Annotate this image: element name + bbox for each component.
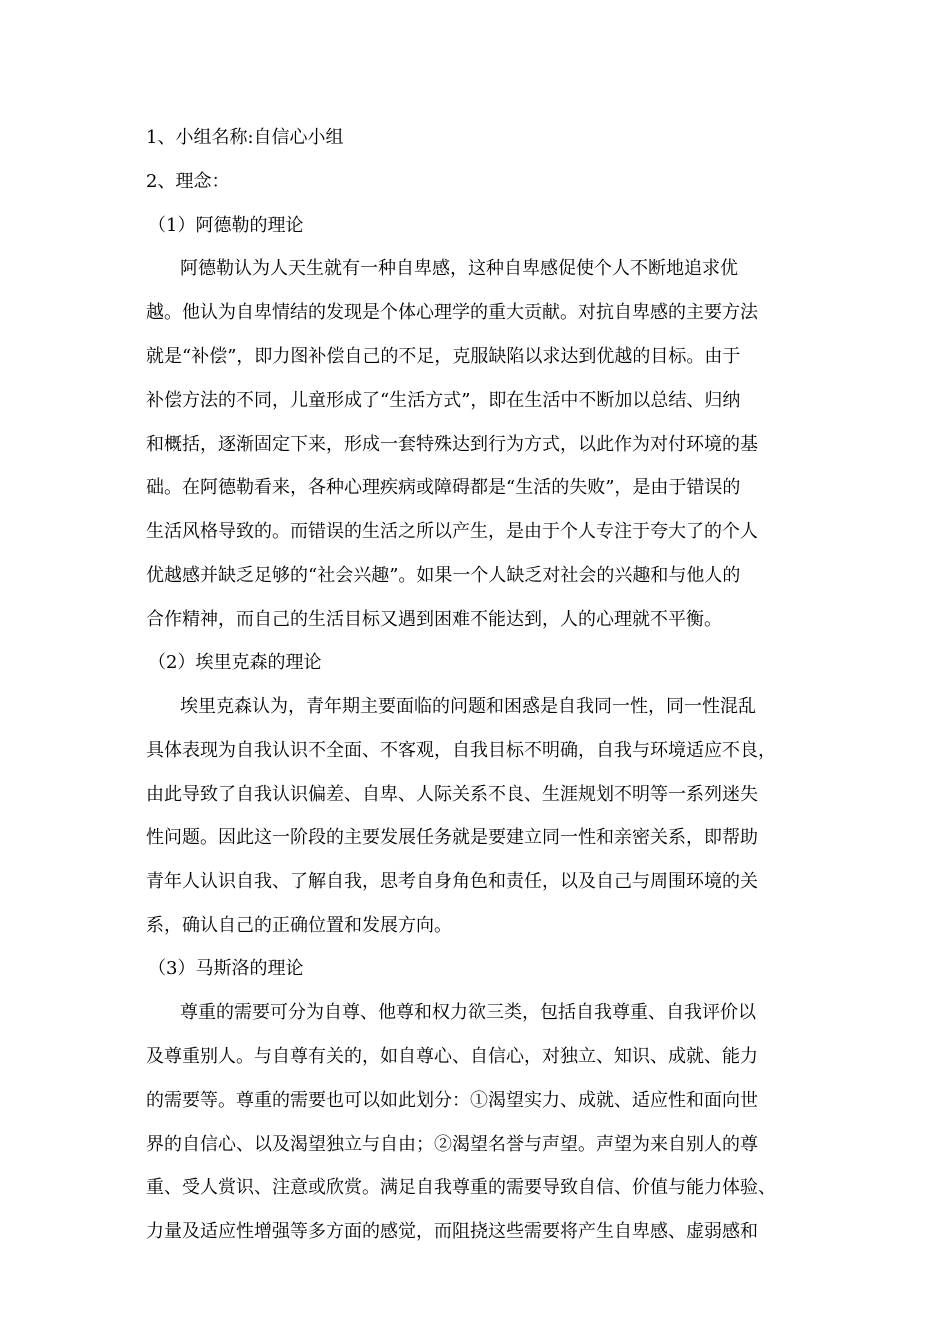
paragraph-line: 尊重的需要可分为自尊、他尊和权力欲三类，包括自我尊重、自我评价以 bbox=[180, 1002, 756, 1023]
paragraph-line: 力量及适应性增强等多方面的感觉，而阻挠这些需要将产生自卑感、虚弱感和 bbox=[146, 1221, 758, 1242]
paragraph-line: 重、受人赏识、注意或欣赏。满足自我尊重的需要导致自信、价值与能力体验、 bbox=[146, 1177, 776, 1198]
concept-heading: 2、理念： bbox=[146, 171, 230, 192]
paragraph-line: 合作精神，而自己的生活目标又遇到困难不能达到，人的心理就不平衡。 bbox=[146, 609, 722, 630]
paragraph-line: 阿德勒认为人天生就有一种自卑感，这种自卑感促使个人不断地追求优 bbox=[180, 258, 738, 279]
paragraph-line: 青年人认识自我、了解自我，思考自身角色和责任，以及自己与周围环境的关 bbox=[146, 871, 758, 892]
paragraph-line: 界的自信心、以及渴望独立与自由；②渴望名誉与声望。声望为来自别人的尊 bbox=[146, 1134, 758, 1155]
paragraph-line: 优越感并缺乏足够的“社会兴趣”。如果一个人缺乏对社会的兴趣和与他人的 bbox=[146, 565, 741, 586]
paragraph-line: 和概括，逐渐固定下来，形成一套特殊达到行为方式，以此作为对付环境的基 bbox=[146, 434, 758, 455]
paragraph-line: 性问题。因此这一阶段的主要发展任务就是要建立同一性和亲密关系，即帮助 bbox=[146, 827, 758, 848]
erikson-heading: （2）埃里克森的理论 bbox=[148, 652, 322, 673]
paragraph-line: 及尊重别人。与自尊有关的，如自尊心、自信心，对独立、知识、成就、能力 bbox=[146, 1046, 758, 1067]
paragraph-line: 补偿方法的不同，儿童形成了“生活方式”，即在生活中不断加以总结、归纳 bbox=[146, 390, 741, 411]
maslow-heading: （3）马斯洛的理论 bbox=[148, 958, 304, 979]
paragraph-line: 系，确认自己的正确位置和发展方向。 bbox=[146, 915, 452, 936]
group-name-line: 1、小组名称:自信心小组 bbox=[146, 127, 344, 148]
adler-heading: （1）阿德勒的理论 bbox=[148, 215, 304, 236]
paragraph-line: 生活风格导致的。而错误的生活之所以产生，是由于个人专注于夸大了的个人 bbox=[146, 521, 758, 542]
paragraph-line: 越。他认为自卑情结的发现是个体心理学的重大贡献。对抗自卑感的主要方法 bbox=[146, 302, 758, 323]
paragraph-line: 础。在阿德勒看来，各种心理疾病或障碍都是“生活的失败”，是由于错误的 bbox=[146, 477, 741, 498]
paragraph-line: 由此导致了自我认识偏差、自卑、人际关系不良、生涯规划不明等一系列迷失 bbox=[146, 784, 758, 805]
paragraph-line: 埃里克森认为，青年期主要面临的问题和困惑是自我同一性，同一性混乱 bbox=[180, 696, 756, 717]
paragraph-line: 的需要等。尊重的需要也可以如此划分：①渴望实力、成就、适应性和面向世 bbox=[146, 1090, 758, 1111]
paragraph-line: 就是“补偿”，即力图补偿自己的不足，克服缺陷以求达到优越的目标。由于 bbox=[146, 346, 741, 367]
paragraph-line: 具体表现为自我认识不全面、不客观，自我目标不明确，自我与环境适应不良， bbox=[146, 740, 776, 761]
